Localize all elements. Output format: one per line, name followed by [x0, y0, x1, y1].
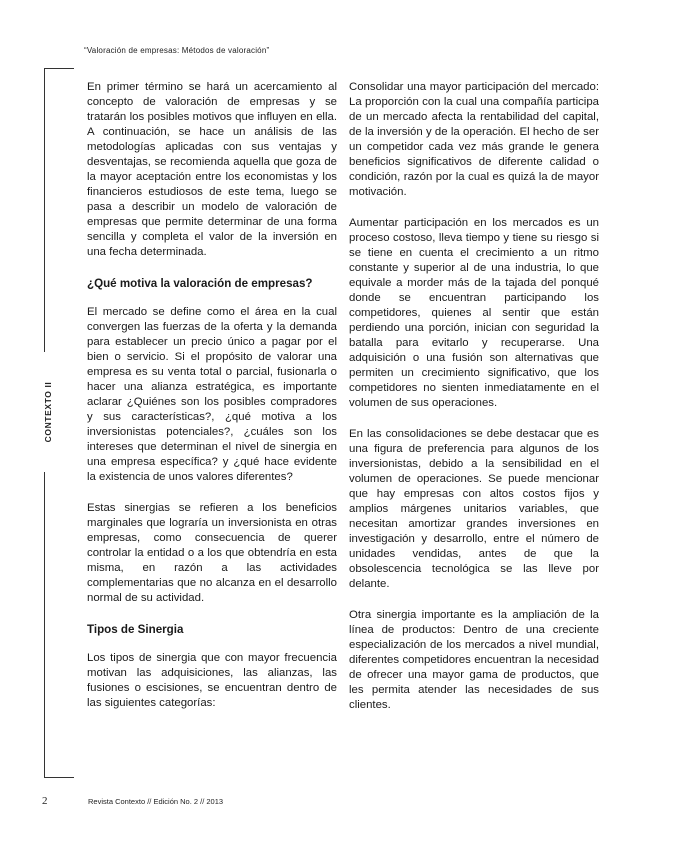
synergy-paragraph: Estas sinergias se refieren a los beneficios marginales que lograría un inversionista en otras empresas, como consecuencia de querer controlar la entidad o a los que obtendría en esta misma, en razón a las actividades complementarias que no alcanza en el desarrollo normal de su actividad. — [87, 502, 337, 604]
intro-paragraph: En primer término se hará un acercamiento al concepto de valoración de empresas y se tratarán los posibles motivos que influyen en ella. A continuación, se hace un análisis de las metodologías aplicadas con sus ventajas y desventajas, se recomienda aquella que goza de la mayor aceptación entre los economistas y los financieros estudiosos de este tema, luego se pasa a describir un modelo de valoración de empresas que permite determinar de una forma sencilla y completa el valor de la inversión en una fecha determinada. — [87, 81, 337, 258]
heading-synergy-types: Tipos de Sinergia — [87, 623, 184, 636]
product-line-paragraph: Otra sinergia importante es la ampliación de la línea de productos: Dentro de una creciente especialización de los mercados a nivel mundial, diferentes competidores encuentran la necesidad de ofrecer una mayor gama de productos, que les permita atender las necesidades de sus clientes. — [349, 609, 599, 711]
consolidation-paragraph: Consolidar una mayor participación del mercado: La proporción con la cual una compañía participa de un mercado afecta la rentabilidad del capital, de la inversión y de la operación. El hecho de ser un competidor cada vez más grande le genera beneficios significativos de diferente calidad o condición, razón por la cual es quizá la de mayor motivación. — [349, 81, 599, 198]
consolidations-paragraph: En las consolidaciones se debe destacar que es una figura de preferencia para algunos de los inversionistas, debido a la sensibilidad en el volumen de operaciones. Se puede mencionar que hay empresas con altos costos fijos y amplios márgenes unitarios variables, que necesitan amortizar grandes inversiones en investigación y desarrollo, entre el número de unidades vendidas, antes de que la obsolescencia tecnológica se las lleve por delante. — [349, 428, 599, 590]
market-paragraph: El mercado se define como el área en la cual convergen las fuerzas de la oferta y la demanda para establecer un precio único a pagar por el bien o servicio. Si el propósito de valorar una empresa es su venta total o parcial, fusionarla o hacer una alianza estratégica, es importante aclarar ¿Quiénes son los posibles compradores y sus características?, ¿qué motiva a los inversionistas potenciales?, ¿cuáles son los intereses que determinan el nivel de sinergia en una empresa específica? y ¿qué hace evidente la existencia de unos valores diferentes? — [87, 306, 337, 483]
side-rule-bottom — [44, 472, 45, 778]
synergy-types-paragraph: Los tipos de sinergia que con mayor frecuencia motivan las adquisiciones, las alianzas, las fusiones o escisiones, se encuentran dentro de las siguientes categorías: — [87, 652, 337, 709]
section-label: CONTEXTO II — [43, 381, 53, 443]
left-column — [87, 80, 337, 727]
side-rule-top-cap — [44, 68, 74, 69]
journal-footer: Revista Contexto // Edición No. 2 // 2013 — [88, 797, 224, 806]
running-header: “Valoración de empresas: Métodos de valoración” — [84, 46, 270, 55]
page-number: 2 — [42, 795, 48, 807]
right-column — [349, 80, 599, 729]
side-rule-bottom-cap — [44, 777, 74, 778]
side-rule-top — [44, 68, 45, 352]
market-share-paragraph: Aumentar participación en los mercados es un proceso costoso, lleva tiempo y tiene su riesgo si se tiene en cuenta el crecimiento a un ritmo constante y superior al de una industria, lo que equivale a morder más de la tajada del ponqué donde se encuentran participando los competidores, quienes al sentir que están perdiendo una porción, inician con seguridad la batalla para evitarlo y recuperarse. Una adquisición o una fusión son alternativas que permiten un crecimiento significativo, que los competidores no sienten inmediatamente en el volumen de sus operaciones. — [349, 217, 599, 409]
heading-motivation: ¿Qué motiva la valoración de empresas? — [87, 277, 313, 290]
